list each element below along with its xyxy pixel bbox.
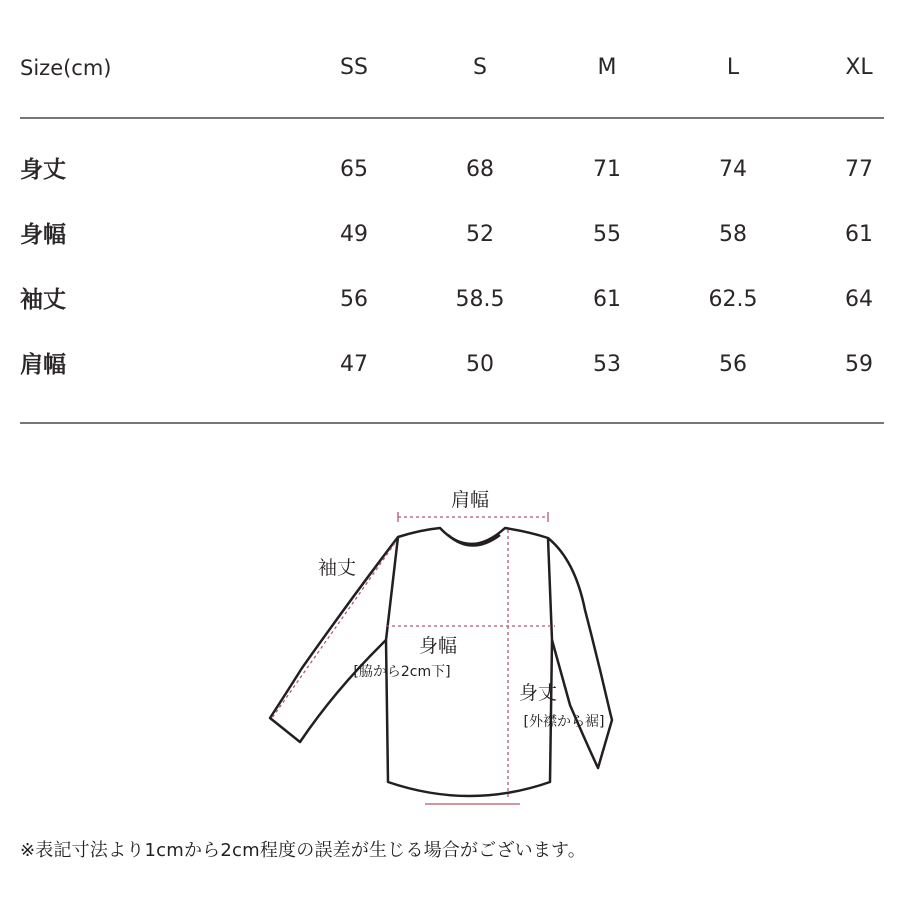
shoulder-width-label: 肩幅 [450,489,490,511]
row-label: 袖丈 [20,287,66,313]
header-divider [20,117,884,119]
table-cell: 55 [593,222,621,247]
table-cell: 59 [845,352,873,377]
table-cell: 74 [719,157,747,182]
header-label: Size(cm) [20,56,112,80]
table-cell: 50 [466,352,494,377]
table-cell: 56 [719,352,747,377]
body-length-note: [外襟から裾] [523,714,605,730]
table-cell: 71 [593,157,621,182]
table-header-row [20,40,884,96]
table-row [20,337,884,402]
row-label: 身幅 [20,222,66,248]
table-row [20,207,884,272]
table-cell: 77 [845,157,873,182]
size-table [20,40,884,96]
diagram-labels [318,489,604,730]
table-cell: 53 [593,352,621,377]
measurement-lines [272,512,558,804]
size-ss-header: SS [340,55,368,80]
table-cell: 68 [466,157,494,182]
size-xl-header: XL [845,55,873,80]
table-body [20,142,884,402]
table-cell: 58 [719,222,747,247]
table-cell: 58.5 [455,287,505,312]
table-cell: 65 [340,157,368,182]
size-s-header: S [473,55,487,80]
body-length-label: 身丈 [518,682,558,704]
shirt-measurement-diagram [250,480,650,810]
body-width-label: 身幅 [418,635,458,657]
table-cell: 61 [593,287,621,312]
measurement-note: ※表記寸法より1cmから2cm程度の誤差が生じる場合がございます。 [20,840,587,861]
table-row [20,272,884,337]
table-cell: 47 [340,352,368,377]
sleeve-length-label: 袖丈 [317,557,357,579]
size-m-header: M [597,55,617,80]
body-width-note: [脇から2cm下] [353,664,451,680]
table-cell: 64 [845,287,873,312]
table-cell: 61 [845,222,873,247]
row-label: 肩幅 [20,352,66,378]
table-bottom-divider [20,422,884,424]
table-cell: 62.5 [708,287,758,312]
size-l-header: L [726,55,740,80]
table-cell: 49 [340,222,368,247]
table-cell: 56 [340,287,368,312]
table-row [20,142,884,207]
row-label: 身丈 [20,157,66,183]
table-cell: 52 [466,222,494,247]
